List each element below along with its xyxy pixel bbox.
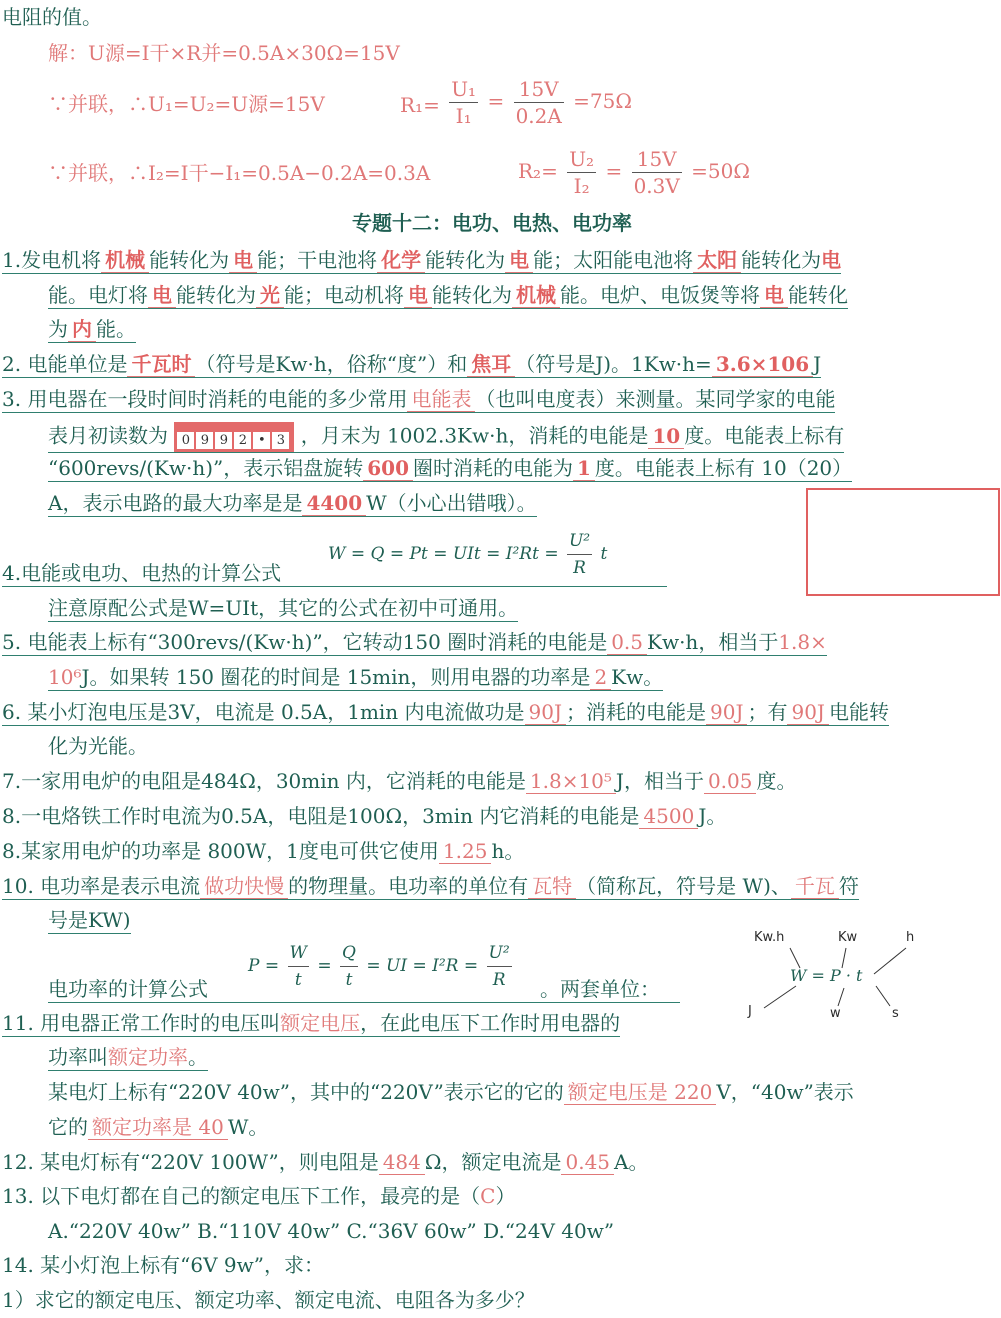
fraction: $\frac{15V}{0.2A}$ [515, 77, 562, 128]
unit-equation: W = P · t [790, 966, 863, 985]
intro-text: 电阻的值。 [2, 5, 102, 29]
unit-kwh: Kw.h [754, 930, 785, 945]
question-14-line-2: 1）求它的额定电压、额定功率、额定电流、电阻各为多少？ [2, 1288, 535, 1312]
solution-line-3: ∵并联，∴I₂=I干−I₁=0.5A−0.2A=0.3A [48, 161, 431, 185]
solution-formula-r1: R₁= $\frac{\text{U₁}}{\text{I₁}}$ = $\frac{15V}{0.2A}$ =75Ω [400, 77, 632, 128]
unit-s: s [892, 1006, 899, 1021]
unit-w: w [830, 1006, 841, 1021]
question-6-line-1: 6. 某小灯泡电压是3V，电流是 0.5A，1min 内电流做功是 90J ；消耗的电能是 90J ；有 90J 电能转 [2, 700, 889, 724]
question-3-line-4: A，表示电路的最大功率是是 4400 W（小心出错哦）。 [48, 491, 537, 515]
question-12: 12. 某电灯标有“220V 100W”，则电阻是 484 Ω，额定电流是 0.45 A。 [2, 1150, 649, 1174]
energy-formula: W = Q = Pt = UIt = I²Rt = $\frac{\text{U²}}{R}$ t [328, 528, 607, 581]
question-11-line-3: 某电灯上标有“220V 40w”，其中的“220V”表示它的它的 额定电压是 220 V，“40w”表示 [48, 1080, 854, 1104]
question-1-line-1: 1.发电机将 机械 能转化为 电 能；干电池将 化学 能转化为 电 能；太阳能电池将 太阳 能转化为电 [2, 248, 842, 272]
question-13-options: A.“220V 40w” B.“110V 40w” C.“36V 60w” D.“24V 40w” [48, 1219, 615, 1243]
question-1-line-3: 为 内 能。 [48, 317, 136, 341]
question-2: 2. 电能单位是 千瓦时 （符号是Kw·h，俗称“度”）和 焦耳 （符号是J)。1Kw·h= 3.6×106 J [2, 352, 822, 376]
question-3-line-1: 3. 用电器在一段时间时消耗的电能的多少常用 电能表 （也叫电度表）来测量。某同学家的电能 [2, 387, 836, 411]
question-4-note: 注意原配公式是W=UIt，其它的公式在初中可通用。 [48, 596, 519, 620]
unit-j: J [748, 1004, 752, 1019]
question-14-line-1: 14. 某小灯泡上标有“6V 9w”，求： [2, 1253, 324, 1277]
fraction: $\frac{\text{U₂}}{\text{I₂}}$ [569, 147, 595, 198]
unit-kw: Kw [838, 930, 858, 945]
fraction: $\frac{15V}{0.3V}$ [633, 147, 680, 198]
question-10-line-1: 10. 电功率是表示电流 做功快慢 的物理量。电功率的单位有 瓦特 （简称瓦，符号是 W)、 千瓦 符 [2, 874, 859, 898]
meter-reading: 0 9 9 2 • 3 [174, 422, 294, 452]
power-formula: P = $\frac{W}{t}$ = $\frac{Q}{t}$ = UI = I²R = $\frac{\text{U²}}{R}$ [248, 940, 515, 993]
question-4: 4.电能或电功、电热的计算公式 [2, 560, 667, 587]
question-3-line-3: “600revs/(Kw·h)”，表示铝盘旋转 600 圈时消耗的电能为 1 度。电能表上标有 10（20） [48, 456, 853, 480]
section-title: 专题十二：电功、电热、电功率 [352, 211, 632, 235]
unit-h: h [906, 930, 915, 945]
question-6-line-2: 化为光能。 [48, 734, 148, 758]
question-10-line-2: 号是KW) [48, 908, 131, 932]
two-units-label: 。两套单位： [540, 977, 660, 1001]
question-11-line-4: 它的 额定功率是 40 W。 [48, 1115, 269, 1139]
fraction: $\frac{\text{U₁}}{\text{I₁}}$ [451, 77, 477, 128]
question-5-line-2: 10⁶J。如果转 150 圈花的时间是 15min，则用电器的功率是 2 Kw。 [48, 665, 664, 689]
question-13-line-1: 13. 以下电灯都在自己的额定电压下工作，最亮的是（C） [2, 1184, 516, 1208]
unit-diagram [742, 926, 932, 1026]
question-11-line-2: 功率叫额定功率。 [48, 1045, 208, 1069]
solution-formula-r2: R₂= $\frac{\text{U₂}}{\text{I₂}}$ = $\frac{15V}{0.3V}$ =50Ω [518, 147, 750, 198]
question-8b: 8.某家用电炉的功率是 800W，1度电可供它使用 1.25 h。 [2, 839, 525, 863]
question-7: 7.一家用电炉的电阻是484Ω，30min 内，它消耗的电能是 1.8×10⁵ J，相当于 0.05 度。 [2, 769, 797, 793]
solution-line-1: 解：U源=I干×R并=0.5A×30Ω=15V [48, 41, 400, 65]
question-1-line-2: 能。电灯将 电 能转化为 光 能；电动机将 电 能转化为 机械 能。电炉、电饭煲等将 电 能转化 [48, 283, 848, 307]
question-10-line-3: 电功率的计算公式 [48, 976, 680, 1003]
question-8a: 8.一电烙铁工作时电流为0.5A，电阻是100Ω，3min 内它消耗的电能是 4500 J。 [2, 804, 727, 828]
question-3-line-2: 表月初读数为 0 9 9 2 • 3 ，月末为 1002.3Kw·h，消耗的电能是 10 度。电能表上标有 [48, 422, 844, 453]
solution-line-2: ∵并联，∴U₁=U₂=U源=15V [48, 92, 325, 116]
empty-red-box [806, 488, 1000, 596]
question-5-line-1: 5. 电能表上标有“300revs/(Kw·h)”，它转动150 圈时消耗的电能是 0.5 Kw·h，相当于1.8× [2, 630, 827, 654]
question-11-line-1: 11. 用电器正常工作时的电压叫额定电压，在此电压下工作时用电器的 [2, 1011, 621, 1035]
